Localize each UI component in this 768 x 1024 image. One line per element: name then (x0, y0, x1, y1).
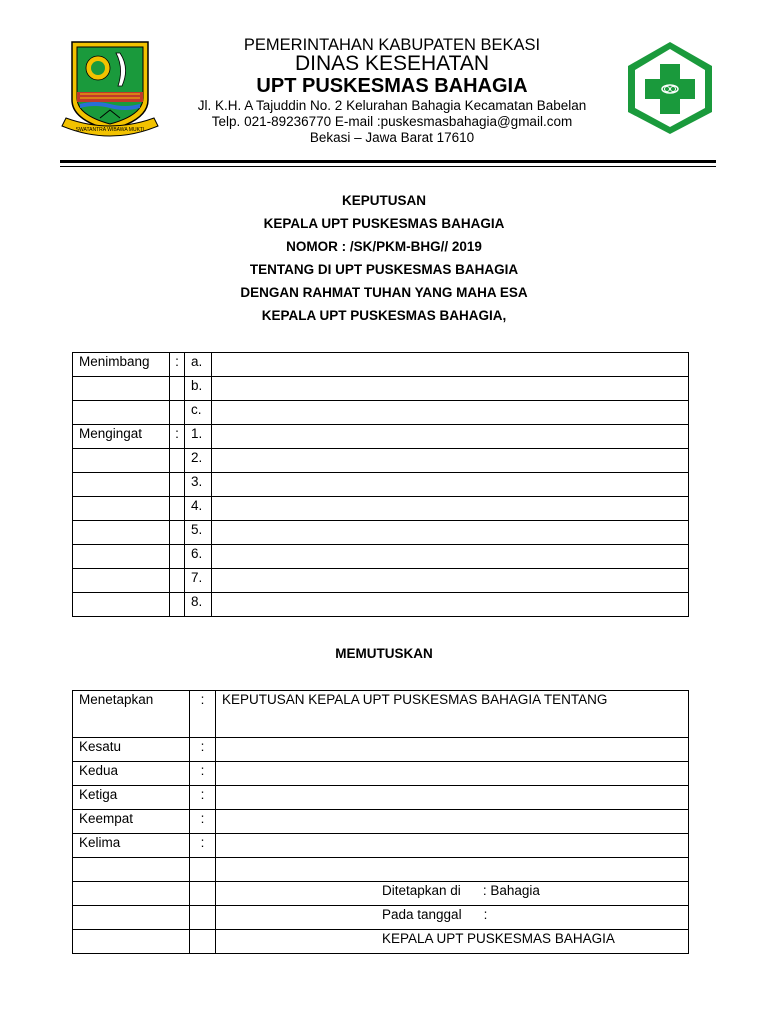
puskesmas-cross-icon (624, 40, 716, 136)
decision-row-content (216, 738, 689, 762)
item-marker: 1. (185, 425, 212, 449)
decree-issuer: KEPALA UPT PUSKESMAS BAHAGIA (263, 216, 505, 231)
item-marker: b. (185, 377, 212, 401)
table-row (73, 691, 689, 738)
considerations-table (72, 352, 689, 617)
item-marker: 7. (185, 569, 212, 593)
menetapkan-value: KEPUTUSAN KEPALA UPT PUSKESMAS BAHAGIA TENTANG (216, 691, 689, 738)
item-marker: c. (185, 401, 212, 425)
table-row (73, 497, 689, 521)
decision-row-label: Ketiga (73, 786, 190, 810)
signer-title: KEPALA UPT PUSKESMAS BAHAGIA (216, 930, 689, 954)
svg-text:SWATANTRA WIBAWA MUKTI: SWATANTRA WIBAWA MUKTI (75, 127, 145, 133)
item-marker: 4. (185, 497, 212, 521)
colon: : (190, 810, 216, 834)
decision-row-content (216, 834, 689, 858)
header-rule-thin (60, 166, 716, 167)
item-content (212, 569, 689, 593)
colon: : (190, 786, 216, 810)
place-value: : Bahagia (482, 883, 540, 898)
table-row (73, 353, 689, 377)
colon: : (190, 834, 216, 858)
header-institution: UPT PUSKESMAS BAHAGIA (256, 75, 528, 97)
table-row (73, 810, 689, 834)
place-label: Ditetapkan di (382, 883, 461, 898)
decree-subject: TENTANG DI UPT PUSKESMAS BAHAGIA (249, 262, 519, 277)
table-row (73, 545, 689, 569)
decree-title: KEPUTUSAN (341, 193, 426, 208)
bekasi-regency-emblem-icon (60, 38, 160, 138)
item-content (212, 497, 689, 521)
decision-row-label: Keempat (73, 810, 190, 834)
decision-row-content (216, 762, 689, 786)
colon: : (190, 738, 216, 762)
menimbang-label: Menimbang (73, 353, 170, 377)
table-row (73, 738, 689, 762)
table-row (73, 521, 689, 545)
decree-invocation: DENGAN RAHMAT TUHAN YANG MAHA ESA (240, 285, 528, 300)
table-row (73, 401, 689, 425)
date-label: Pada tanggal (382, 907, 462, 922)
header-agency: DINAS KESEHATAN (294, 52, 490, 75)
colon: : (190, 691, 216, 738)
table-row (73, 762, 689, 786)
table-row (73, 473, 689, 497)
item-marker: 2. (185, 449, 212, 473)
colon: : (170, 353, 185, 377)
item-marker: 6. (185, 545, 212, 569)
header-government: PEMERINTAHAN KABUPATEN BEKASI (243, 36, 541, 54)
bekasi-regency-emblem (60, 38, 160, 138)
table-row (73, 569, 689, 593)
table-row (73, 425, 689, 449)
signature-date (216, 906, 689, 930)
table-row (73, 593, 689, 617)
header-contact: Telp. 021-89236770 E-mail :puskesmasbahagia@gmail.com (211, 114, 573, 129)
header-address: Jl. K.H. A Tajuddin No. 2 Kelurahan Bahagia Kecamatan Babelan (197, 98, 587, 113)
signature-place (216, 882, 689, 906)
table-row (73, 906, 689, 930)
decision-table (72, 690, 689, 954)
item-marker: 3. (185, 473, 212, 497)
item-content (212, 449, 689, 473)
table-row (73, 377, 689, 401)
decision-row-content (216, 810, 689, 834)
item-content (212, 545, 689, 569)
table-row (73, 786, 689, 810)
decision-row-content (216, 786, 689, 810)
item-content (212, 353, 689, 377)
colon: : (190, 762, 216, 786)
decree-authority: KEPALA UPT PUSKESMAS BAHAGIA, (261, 308, 507, 323)
item-content (212, 473, 689, 497)
table-row (73, 882, 689, 906)
table-row (73, 858, 689, 882)
decision-heading: MEMUTUSKAN (335, 646, 433, 661)
date-value: : (483, 907, 488, 922)
decision-row-label: Kedua (73, 762, 190, 786)
item-content (212, 377, 689, 401)
menetapkan-label: Menetapkan (73, 691, 190, 738)
item-content (212, 425, 689, 449)
decree-number: NOMOR : /SK/PKM-BHG// 2019 (286, 239, 482, 254)
table-row (73, 930, 689, 954)
item-content (212, 521, 689, 545)
colon: : (170, 425, 185, 449)
item-marker: a. (185, 353, 212, 377)
decision-row-label: Kesatu (73, 738, 190, 762)
table-row (73, 834, 689, 858)
mengingat-label: Mengingat (73, 425, 170, 449)
decision-row-label: Kelima (73, 834, 190, 858)
header-rule-thick (60, 160, 716, 163)
item-marker: 5. (185, 521, 212, 545)
item-marker: 8. (185, 593, 212, 617)
table-row (73, 449, 689, 473)
item-content (212, 401, 689, 425)
header-city: Bekasi – Jawa Barat 17610 (309, 130, 475, 145)
puskesmas-logo (624, 40, 716, 136)
item-content (212, 593, 689, 617)
